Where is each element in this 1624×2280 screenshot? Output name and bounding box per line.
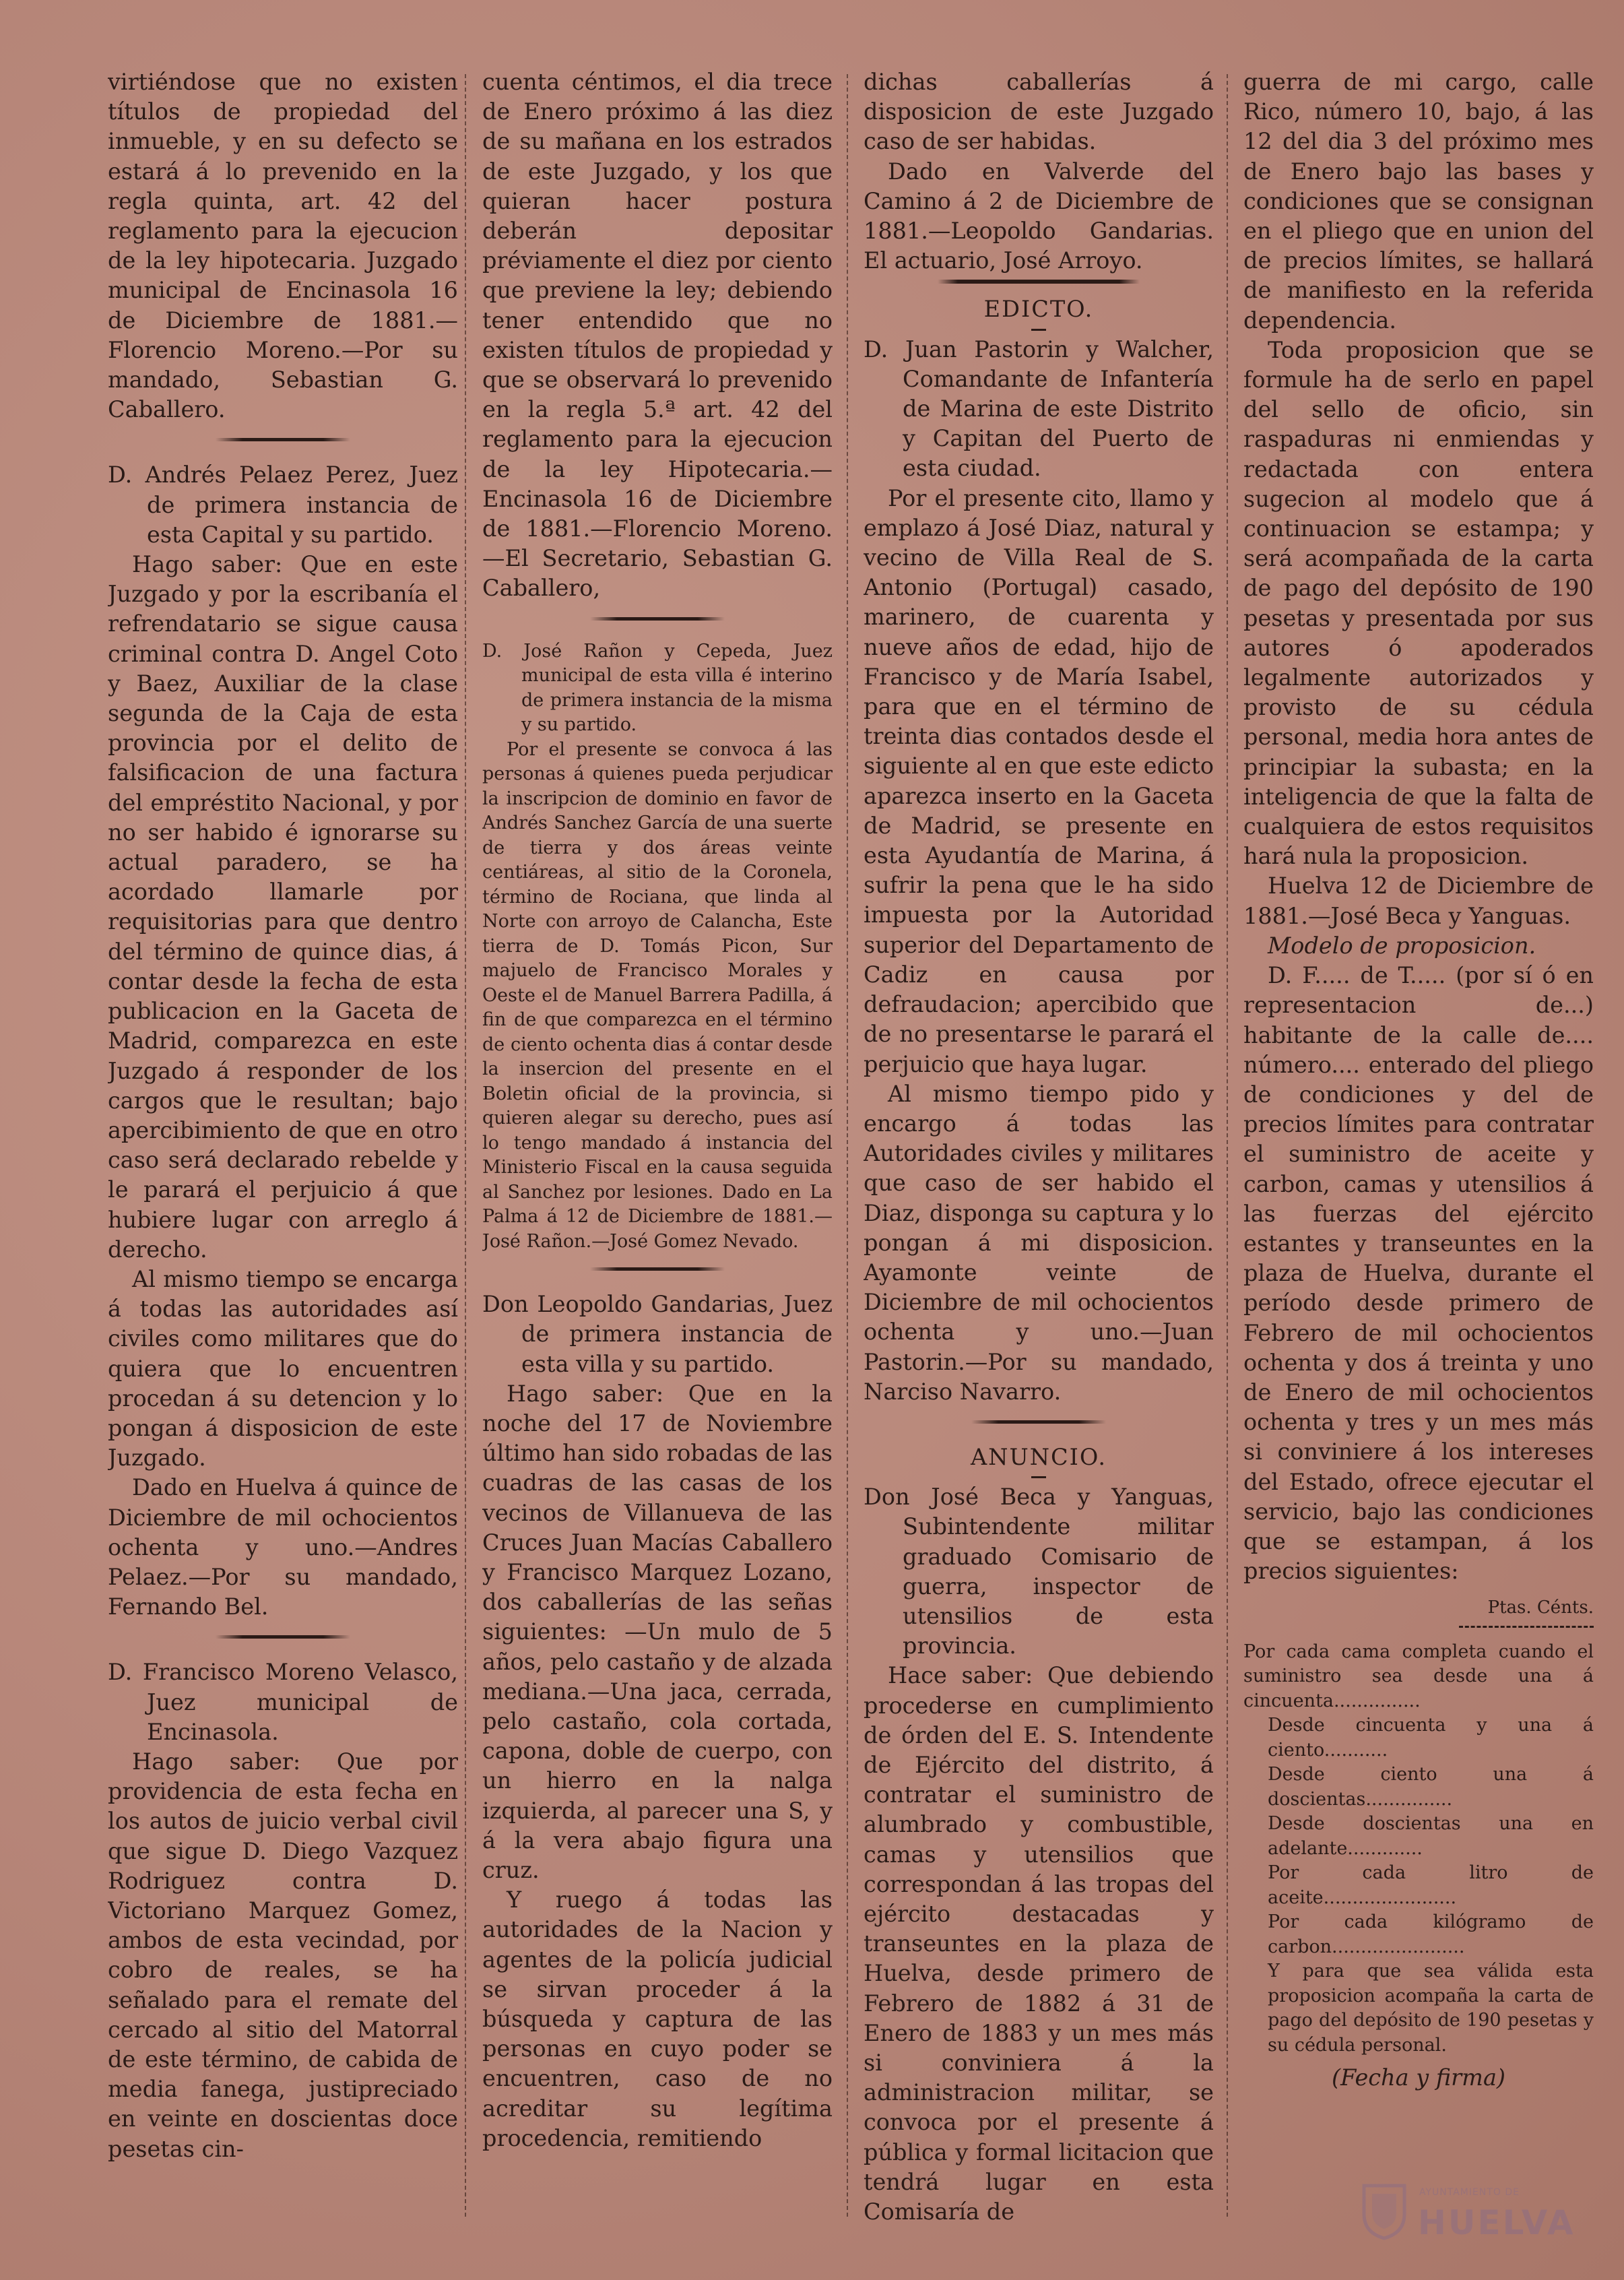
column-divider bbox=[847, 74, 849, 2217]
edict-heading: D. Juan Pastorin y Walcher, Comandante de Infantería de Marina de este Distrito y Capitan del Puerto de esta ciudad. bbox=[864, 336, 1214, 482]
column-1 bbox=[108, 67, 458, 2264]
model-title: Modelo de proposicion. bbox=[1268, 932, 1536, 959]
paragraph: Hago saber: Que en este Juzgado y por la escribanía el refrendatario se sigue causa criminal contra D. Angel Coto y Baez, Auxiliar de la clase segunda de la Caja de esta provincia por el delito de falsificacion de una factura del empréstito Nacional, y por no ser habido é ignorarse su actual paradero, se ha acordado llamarle por requisitorias para que dentro del término de quince dias, á contar desde la fecha de esta publicacion en la Gaceta de Madrid, comparezca en este Juzgado á responder de los cargos que le resultan; bajo apercibimiento de que en otro caso será declarado rebelde y le parará el perjuicio á que hubiere lugar con arreglo á derecho. bbox=[108, 551, 458, 1263]
paragraph: Por el presente se convoca á las personas á quienes pueda perjudicar la inscripcion de dominio en favor de Andrés Sanchez García de una suerte de tierra y dos áreas veinte centiáreas, al sitio de la Coronela, término de Rociana, que linda al Norte con arroyo de Calancha, Este tierra de D. Tomás Picon, Sur majuelo de Francisco Morales y Oeste el de Manuel Barrera Padilla, á fin de que comparezca en el término de ciento ochenta dias á contar desde la insercion del presente en el Boletin oficial de la provincia, si quieren alegar su derecho, pues así lo tengo mandado á instancia del Ministerio Fiscal en la causa seguida al Sanchez por lesiones. Dado en La Palma á 12 de Diciembre de 1881.—José Rañon.—José Gomez Nevado. bbox=[482, 738, 833, 1252]
separator-rule bbox=[216, 1635, 350, 1639]
title-dash bbox=[1031, 329, 1046, 331]
edict-heading: Don José Beca y Yanguas, Subintendente militar graduado Comisario de guerra, inspector de utensilios de esta provincia. bbox=[864, 1484, 1214, 1659]
paragraph: Al mismo tiempo se encarga á todas las autoridades así civiles como militares que do quiera que lo encuentren procedan á su detencion y lo pongan á disposicion de este Juzgado. bbox=[108, 1265, 458, 1471]
price-line: Por cada kilógramo de carbon....................... bbox=[1268, 1911, 1594, 1957]
paragraph: Hace saber: Que debiendo procederse en cumplimiento de órden del E. S. Intendente de Ejército del distrito, á contratar el suministro de alumbrado y combustible, camas y utensilios que correspondan á las tropas del ejército destacadas y transeuntes en la plaza de Huelva, desde primero de Febrero de 1882 á 31 de Enero de 1883 y un mes más si conviniera á la administracion militar, se convoca por el presente á pública y formal licitacion que tendrá lugar en esta Comisaría de bbox=[864, 1662, 1214, 2225]
price-line: Y para que sea válida esta proposicion acompaña la carta de pago del depósito de 190 pesetas y su cédula personal. bbox=[1268, 1961, 1594, 2056]
paragraph: Y ruego á todas las autoridades de la Nacion y agentes de la policía judicial se sirvan proceder á la búsqueda y captura de las personas en cuyo poder se encuentren, caso de no acreditar su legítima procedencia, remitiendo bbox=[482, 1887, 833, 2151]
paragraph: cuenta céntimos, el dia trece de Enero próximo á las diez de su mañana en los estrados de este Juzgado, y los que quieran hacer postura deberán depositar préviamente el diez por ciento que previene la ley; debiendo tener entendido que no existen títulos de propiedad y que se observará lo prevenido en la regla 5.ª art. 42 del reglamento para la ejecucion de la ley Hipotecaria.—Encinasola 16 de Diciembre de 1881.—Florencio Moreno.—El Secretario, Sebastian G. Caballero, bbox=[482, 69, 833, 602]
edict-heading: D. Andrés Pelaez Perez, Juez de primera instancia de esta Capital y su partido. bbox=[108, 462, 458, 548]
paragraph: virtiéndose que no existen títulos de propiedad del inmueble, y en su defecto se estará á lo prevenido en la regla quinta, art. 42 del reglamento para la ejecucion de la ley hipotecaria. Juzgado municipal de Encinasola 16 de Diciembre de 1881.—Florencio Moreno.—Por su mandado, Sebastian G. Caballero. bbox=[108, 69, 458, 423]
price-line: Desde cincuenta y una á ciento........... bbox=[1268, 1715, 1594, 1761]
column-3 bbox=[864, 67, 1214, 2264]
stamp-big-text: HUELVA bbox=[1418, 2203, 1576, 2242]
separator-rule bbox=[938, 280, 1140, 284]
separator-rule bbox=[590, 1267, 725, 1271]
archive-stamp bbox=[1357, 2174, 1576, 2253]
signature-line: (Fecha y firma) bbox=[1331, 2064, 1505, 2091]
column-4 bbox=[1243, 67, 1594, 2264]
paragraph: guerra de mi cargo, calle Rico, número 10, bajo, á las 12 del dia 3 del próximo mes de Enero bajo las bases y condiciones que se consignan en el pliego que en union del de precios límites, se hallará de manifiesto en la referida dependencia. bbox=[1243, 69, 1594, 334]
price-line: Por cada cama completa cuando el suministro sea desde una á cincuenta............... bbox=[1243, 1641, 1594, 1711]
section-title-edicto: EDICTO. bbox=[983, 296, 1094, 323]
edict-heading: Don Leopoldo Gandarias, Juez de primera instancia de esta villa y su partido. bbox=[482, 1291, 833, 1377]
column-divider bbox=[465, 74, 467, 2217]
stamp-small-text: AYUNTAMIENTO DE bbox=[1419, 2187, 1520, 2198]
section-title-anuncio: ANUNCIO. bbox=[970, 1443, 1107, 1470]
separator-rule bbox=[1459, 1626, 1594, 1628]
price-line: Desde doscientas una en adelante............. bbox=[1268, 1813, 1594, 1859]
column-2 bbox=[482, 67, 833, 2264]
paragraph: Huelva 12 de Diciembre de 1881.—José Beca y Yanguas. bbox=[1243, 873, 1594, 929]
separator-rule bbox=[216, 438, 350, 441]
separator-rule bbox=[971, 1420, 1106, 1424]
coat-of-arms-icon bbox=[1357, 2180, 1411, 2241]
paragraph: dichas caballerías á disposicion de este Juzgado caso de ser habidas. bbox=[864, 69, 1214, 155]
paragraph: Por el presente cito, llamo y emplazo á José Diaz, natural y vecino de Villa Real de S. Antonio (Portugal) casado, marinero, de cuarenta y nueve años de edad, hijo de Francisco y de María Isabel, para que en el término de treinta dias contados desde el siguiente al en que este edicto aparezca inserto en la Gaceta de Madrid, se presente en esta Ayudantía de Marina, á sufrir la pena que le ha sido impuesta por la Autoridad superior del Departamento de Cadiz en causa por defraudacion; apercibido que de no presentarse le parará el perjuicio que haya lugar. bbox=[864, 484, 1214, 1077]
column-divider bbox=[1227, 74, 1229, 2217]
paragraph: Hago saber: Que en la noche del 17 de Noviembre último han sido robadas de las cuadras de las casas de los vecinos de Villanueva de las Cruces Juan Macías Caballero y Francisco Marquez Lozano, dos caballerías de las señas siguientes: —Un mulo de 5 años, pelo castaño y de alzada mediana.—Una jaca, cerrada, pelo castaño, cola cortada, capona, doble de cuerpo, con un hierro en la nalga izquierda, al parecer una S, y á la vera abajo figura una cruz. bbox=[482, 1380, 833, 1884]
price-list bbox=[1243, 1640, 1594, 2058]
price-column-header: Ptas. Cénts. bbox=[1487, 1597, 1594, 1618]
price-line: Por cada litro de aceite....................... bbox=[1268, 1862, 1594, 1908]
separator-rule bbox=[590, 617, 725, 621]
paragraph: Toda proposicion que se formule ha de serlo en papel del sello de oficio, sin raspaduras ni enmiendas y redactada con entera sugecion al modelo que á continuacion se estampa; y será acompañada de la carta de pago del depósito de 190 pesetas y presentada por sus autores ó apoderados legalmente autorizados y provisto de su cédula personal, media hora antes de principiar la subasta; en la inteligencia de que la falta de cualquiera de estos requisitos hará nula la proposicion. bbox=[1243, 336, 1594, 870]
paragraph: Al mismo tiempo pido y encargo á todas las Autoridades civiles y militares que caso de ser habido el Diaz, disponga su captura y lo pongan á mi disposicion. Ayamonte veinte de Diciembre de mil ochocientos ochenta y uno.—Juan Pastorin.—Por su mandado, Narciso Navarro. bbox=[864, 1080, 1214, 1405]
paragraph: Dado en Huelva á quince de Diciembre de mil ochocientos ochenta y uno.—Andres Pelaez.—Por su mandado, Fernando Bel. bbox=[108, 1474, 458, 1620]
edict-heading: D. José Rañon y Cepeda, Juez municipal de esta villa é interino de primera instancia de la misma y su partido. bbox=[482, 640, 833, 736]
edict-heading: D. Francisco Moreno Velasco, Juez municipal de Encinasola. bbox=[108, 1659, 458, 1745]
title-dash bbox=[1031, 1476, 1046, 1478]
price-line: Desde ciento una á doscientas............... bbox=[1268, 1764, 1594, 1810]
paragraph: Hago saber: Que por providencia de esta fecha en los autos de juicio verbal civil que sigue D. Diego Vazquez Rodriguez contra D. Victoriano Marquez Gomez, ambos de esta vecindad, por cobro de reales, se ha señalado para el remate del cercado al sitio del Matorral de este término, de cabida de media fanega, justipreciado en veinte en doscientas doce pesetas cin- bbox=[108, 1748, 458, 2162]
paragraph: Dado en Valverde del Camino á 2 de Diciembre de 1881.—Leopoldo Gandarias. El actuario, José Arroyo. bbox=[864, 158, 1214, 274]
paragraph: D. F..... de T..... (por sí ó en representacion de...) habitante de la calle de.... número.... enterado del pliego de condiciones y del de precios límites para contratar el suministro de aceite y carbon, camas y utensilios á las fuerzas del ejército estantes y transeuntes en la plaza de Huelva, durante el período desde primero de Febrero de mil ochocientos ochenta y dos á treinta y uno de Enero de mil ochocientos ochenta y tres y un mes más si conviniere á los intereses del Estado, ofrece ejecutar el servicio, bajo las condiciones que se estampan, á los precios siguientes: bbox=[1243, 962, 1594, 1585]
